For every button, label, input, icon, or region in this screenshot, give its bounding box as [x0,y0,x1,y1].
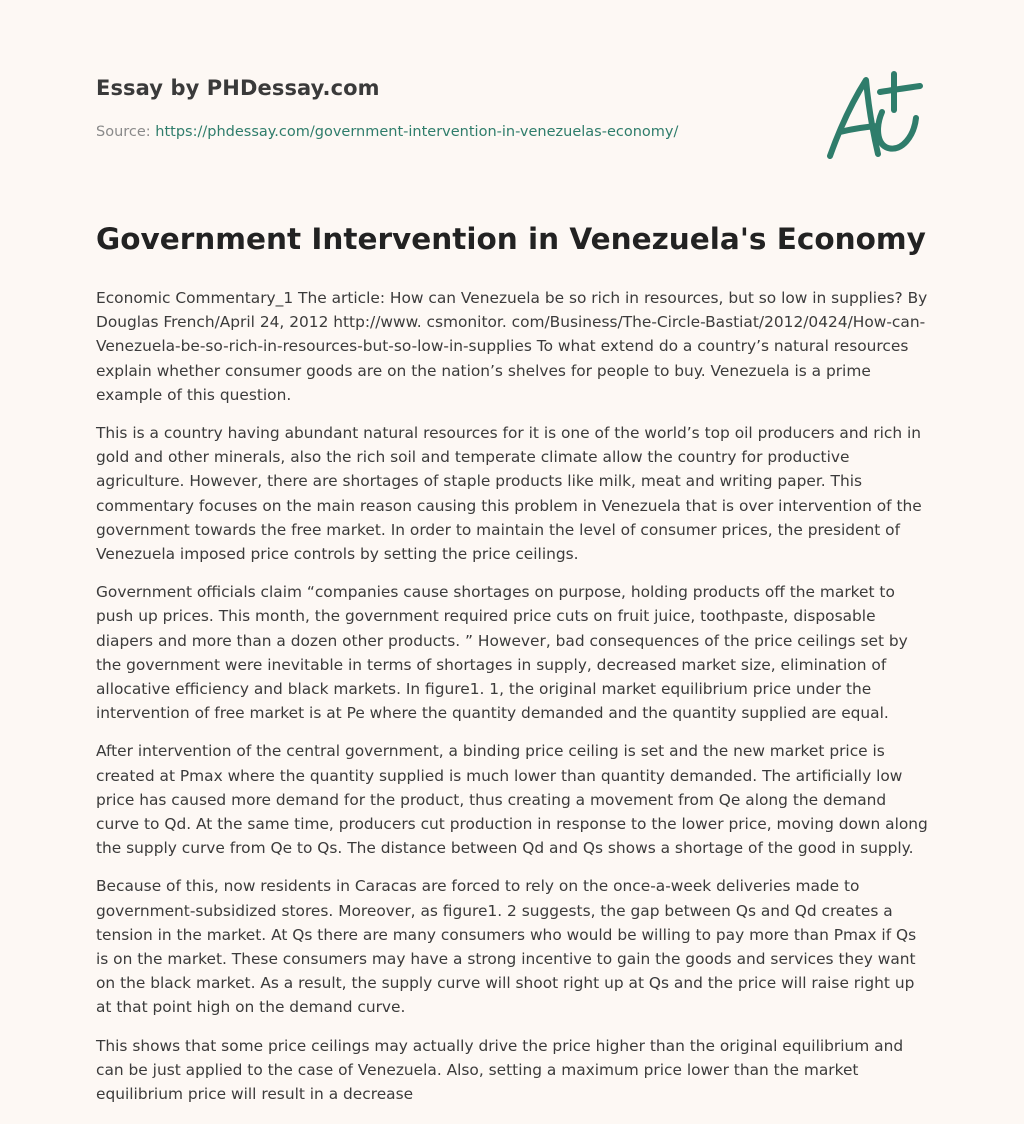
article-title: Government Intervention in Venezuela's Economy [96,222,926,256]
article-body [96,286,928,1120]
paragraph-2: This is a country having abundant natural resources for it is one of the world’s top oil producers and rich in gold and other minerals, also the rich soil and temperate climate allow the country for productive agriculture. However, there are shortages of staple products like milk, meat and writing paper. This commentary focuses on the main reason causing this problem in Venezuela that is over intervention of the government towards the free market. In order to maintain the level of consumer prices, the president of Venezuela imposed price controls by setting the price ceilings. [96,424,922,564]
paragraph-6: This shows that some price ceilings may actually drive the price higher than the original equilibrium and can be just applied to the case of Venezuela. Also, setting a maximum price lower than the market equilibrium price will result in a decrease [96,1036,904,1104]
paragraph-1: Economic Commentary_1 The article: How can Venezuela be so rich in resources, but so low in supplies? By Douglas French/April 24, 2012 http://www. csmonitor. com/Business/The-Circle-Bastiat/2012/0424/How-can-Venezuela-be-so-rich-in-resources-but-so-low-in-supplies To what extend do a country’s natural resources explain whether consumer goods are on the nation’s shelves for people to buy. Venezuela is a prime example of this question. [96,289,928,404]
site-brand: Essay by PHDessay.com [96,76,380,100]
source-label: Source: [96,124,151,140]
paragraph-4: After intervention of the central government, a binding price ceiling is set and the new market price is created at Pmax where the quantity supplied is much lower than quantity demanded. The artificially low price has caused more demand for the product, thus creating a movement from Qe along the demand curve to Qd. At the same time, producers cut production in response to the lower price, moving down along the supply curve from Qe to Qs. The distance between Qd and Qs shows a shortage of the good in supply. [96,742,928,858]
source-link[interactable]: https://phdessay.com/government-intervention-in-venezuelas-economy/ [155,124,679,140]
paragraph-3: Government officials claim “companies cause shortages on purpose, holding products off the market to push up prices. This month, the government required price cuts on fruit juice, toothpaste, disposable diapers and more than a dozen other products. ” However, bad consequences of the price ceilings set by the government were inevitable in terms of shortages in supply, decreased market size, elimination of allocative efficiency and black markets. In figure1. 1, the original market equilibrium price under the intervention of free market is at Pe where the quantity demanded and the quantity supplied are equal. [96,583,908,723]
a-plus-logo-icon [822,66,932,166]
paragraph-5: Because of this, now residents in Caracas are forced to rely on the once-a-week deliveries made to government-subsidized stores. Moreover, as figure1. 2 suggests, the gap between Qs and Qd creates a tension in the market. At Qs there are many consumers who would be willing to pay more than Pmax if Qs is on the market. These consumers may have a strong incentive to gain the goods and services they want on the black market. As a result, the supply curve will shoot right up at Qs and the price will raise right up at that point high on the demand curve. [96,877,917,1017]
source-line [96,124,678,140]
